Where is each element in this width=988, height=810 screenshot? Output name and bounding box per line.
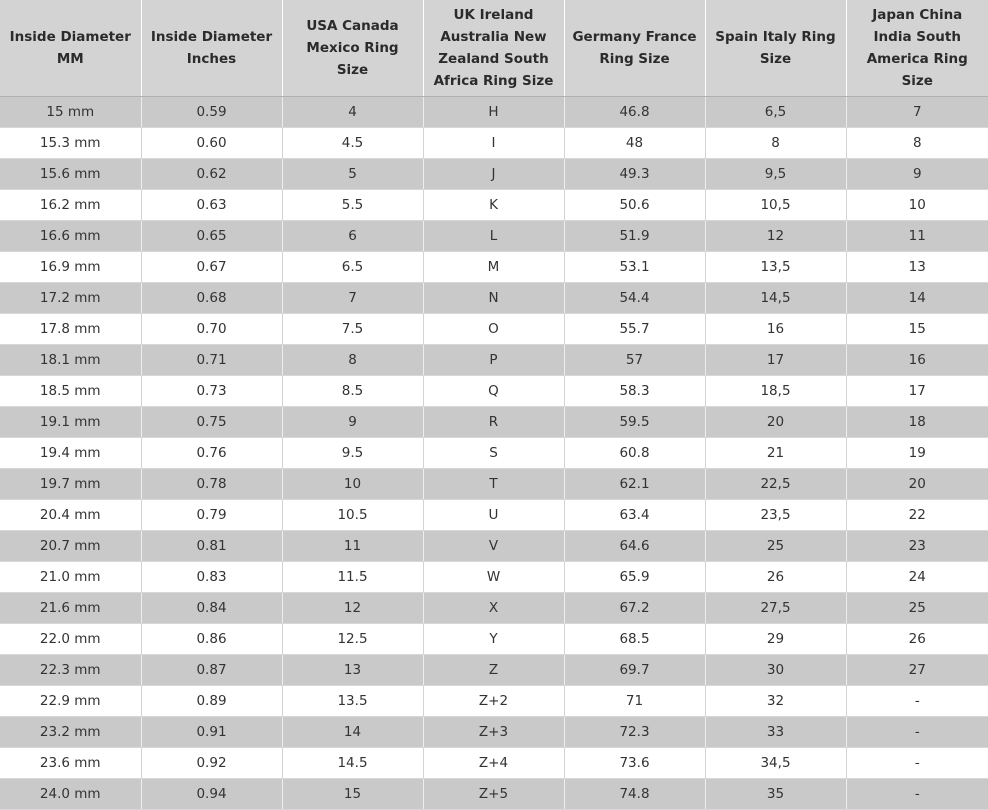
table-row xyxy=(0,96,988,127)
cell-japan: - xyxy=(846,778,988,809)
cell-mm: 15.3 mm xyxy=(0,127,141,158)
cell-spain: 14,5 xyxy=(705,282,846,313)
cell-uk: V xyxy=(423,530,564,561)
cell-uk: J xyxy=(423,158,564,189)
table-row xyxy=(0,530,988,561)
cell-inches: 0.75 xyxy=(141,406,282,437)
cell-japan: 20 xyxy=(846,468,988,499)
cell-uk: Z+4 xyxy=(423,747,564,778)
cell-spain: 32 xyxy=(705,685,846,716)
cell-spain: 20 xyxy=(705,406,846,437)
cell-uk: Z+3 xyxy=(423,716,564,747)
table-row xyxy=(0,282,988,313)
cell-usa: 4.5 xyxy=(282,127,423,158)
table-row xyxy=(0,778,988,809)
cell-usa: 11 xyxy=(282,530,423,561)
cell-mm: 17.8 mm xyxy=(0,313,141,344)
cell-mm: 16.9 mm xyxy=(0,251,141,282)
cell-mm: 18.5 mm xyxy=(0,375,141,406)
cell-usa: 7.5 xyxy=(282,313,423,344)
cell-mm: 20.7 mm xyxy=(0,530,141,561)
cell-spain: 30 xyxy=(705,654,846,685)
cell-japan: 23 xyxy=(846,530,988,561)
cell-mm: 16.2 mm xyxy=(0,189,141,220)
cell-spain: 18,5 xyxy=(705,375,846,406)
cell-usa: 4 xyxy=(282,96,423,127)
table-row xyxy=(0,220,988,251)
table-row xyxy=(0,158,988,189)
cell-inches: 0.71 xyxy=(141,344,282,375)
cell-germany: 55.7 xyxy=(564,313,705,344)
cell-spain: 23,5 xyxy=(705,499,846,530)
cell-mm: 22.3 mm xyxy=(0,654,141,685)
cell-inches: 0.62 xyxy=(141,158,282,189)
cell-germany: 60.8 xyxy=(564,437,705,468)
cell-usa: 12.5 xyxy=(282,623,423,654)
header-japan-china-india: Japan China India South America Ring Size xyxy=(846,0,988,96)
cell-spain: 21 xyxy=(705,437,846,468)
cell-germany: 65.9 xyxy=(564,561,705,592)
cell-germany: 59.5 xyxy=(564,406,705,437)
cell-japan: 19 xyxy=(846,437,988,468)
cell-japan: 11 xyxy=(846,220,988,251)
cell-usa: 14 xyxy=(282,716,423,747)
cell-inches: 0.81 xyxy=(141,530,282,561)
header-usa-canada-mexico: USA Canada Mexico Ring Size xyxy=(282,0,423,96)
cell-japan: 13 xyxy=(846,251,988,282)
table-row xyxy=(0,189,988,220)
cell-uk: I xyxy=(423,127,564,158)
cell-usa: 12 xyxy=(282,592,423,623)
table-row xyxy=(0,654,988,685)
cell-inches: 0.78 xyxy=(141,468,282,499)
cell-spain: 16 xyxy=(705,313,846,344)
cell-mm: 16.6 mm xyxy=(0,220,141,251)
table-row xyxy=(0,592,988,623)
cell-usa: 15 xyxy=(282,778,423,809)
cell-mm: 23.2 mm xyxy=(0,716,141,747)
cell-inches: 0.68 xyxy=(141,282,282,313)
cell-japan: 25 xyxy=(846,592,988,623)
cell-germany: 51.9 xyxy=(564,220,705,251)
table-row xyxy=(0,685,988,716)
cell-spain: 27,5 xyxy=(705,592,846,623)
cell-spain: 35 xyxy=(705,778,846,809)
cell-spain: 34,5 xyxy=(705,747,846,778)
table-row xyxy=(0,344,988,375)
cell-germany: 48 xyxy=(564,127,705,158)
cell-inches: 0.63 xyxy=(141,189,282,220)
cell-inches: 0.86 xyxy=(141,623,282,654)
cell-inches: 0.91 xyxy=(141,716,282,747)
header-uk-ireland-australia: UK Ireland Australia New Zealand South Africa Ring Size xyxy=(423,0,564,96)
cell-japan: 7 xyxy=(846,96,988,127)
cell-mm: 15.6 mm xyxy=(0,158,141,189)
cell-germany: 49.3 xyxy=(564,158,705,189)
cell-uk: T xyxy=(423,468,564,499)
cell-uk: X xyxy=(423,592,564,623)
cell-mm: 22.0 mm xyxy=(0,623,141,654)
table-row xyxy=(0,437,988,468)
header-inside-diameter-inches: Inside Diameter Inches xyxy=(141,0,282,96)
cell-inches: 0.67 xyxy=(141,251,282,282)
cell-spain: 17 xyxy=(705,344,846,375)
cell-japan: - xyxy=(846,716,988,747)
cell-inches: 0.60 xyxy=(141,127,282,158)
cell-germany: 54.4 xyxy=(564,282,705,313)
cell-usa: 10.5 xyxy=(282,499,423,530)
cell-mm: 18.1 mm xyxy=(0,344,141,375)
cell-uk: Q xyxy=(423,375,564,406)
cell-usa: 5.5 xyxy=(282,189,423,220)
cell-inches: 0.84 xyxy=(141,592,282,623)
cell-spain: 33 xyxy=(705,716,846,747)
cell-japan: 9 xyxy=(846,158,988,189)
cell-germany: 57 xyxy=(564,344,705,375)
cell-usa: 9.5 xyxy=(282,437,423,468)
cell-japan: - xyxy=(846,685,988,716)
cell-mm: 19.4 mm xyxy=(0,437,141,468)
table-row xyxy=(0,375,988,406)
cell-germany: 62.1 xyxy=(564,468,705,499)
cell-germany: 72.3 xyxy=(564,716,705,747)
cell-mm: 23.6 mm xyxy=(0,747,141,778)
cell-germany: 73.6 xyxy=(564,747,705,778)
cell-mm: 15 mm xyxy=(0,96,141,127)
cell-spain: 13,5 xyxy=(705,251,846,282)
cell-japan: 22 xyxy=(846,499,988,530)
cell-mm: 21.6 mm xyxy=(0,592,141,623)
cell-uk: P xyxy=(423,344,564,375)
cell-spain: 29 xyxy=(705,623,846,654)
cell-uk: U xyxy=(423,499,564,530)
header-row xyxy=(0,0,988,96)
cell-inches: 0.92 xyxy=(141,747,282,778)
header-inside-diameter-mm: Inside Diameter MM xyxy=(0,0,141,96)
cell-germany: 67.2 xyxy=(564,592,705,623)
cell-mm: 20.4 mm xyxy=(0,499,141,530)
cell-spain: 9,5 xyxy=(705,158,846,189)
table-row xyxy=(0,313,988,344)
table-row xyxy=(0,251,988,282)
cell-germany: 63.4 xyxy=(564,499,705,530)
cell-uk: R xyxy=(423,406,564,437)
cell-usa: 6 xyxy=(282,220,423,251)
table-row xyxy=(0,716,988,747)
cell-uk: Z+5 xyxy=(423,778,564,809)
table-row xyxy=(0,623,988,654)
cell-japan: 27 xyxy=(846,654,988,685)
cell-inches: 0.83 xyxy=(141,561,282,592)
cell-inches: 0.59 xyxy=(141,96,282,127)
header-spain-italy: Spain Italy Ring Size xyxy=(705,0,846,96)
cell-spain: 22,5 xyxy=(705,468,846,499)
cell-mm: 19.7 mm xyxy=(0,468,141,499)
cell-japan: 26 xyxy=(846,623,988,654)
cell-inches: 0.87 xyxy=(141,654,282,685)
cell-uk: Y xyxy=(423,623,564,654)
cell-germany: 68.5 xyxy=(564,623,705,654)
cell-inches: 0.73 xyxy=(141,375,282,406)
cell-inches: 0.70 xyxy=(141,313,282,344)
cell-germany: 53.1 xyxy=(564,251,705,282)
table-header xyxy=(0,0,988,96)
cell-inches: 0.94 xyxy=(141,778,282,809)
cell-usa: 11.5 xyxy=(282,561,423,592)
cell-spain: 12 xyxy=(705,220,846,251)
cell-uk: Z xyxy=(423,654,564,685)
cell-japan: 8 xyxy=(846,127,988,158)
cell-uk: S xyxy=(423,437,564,468)
cell-uk: O xyxy=(423,313,564,344)
table-row xyxy=(0,127,988,158)
cell-japan: 24 xyxy=(846,561,988,592)
cell-usa: 9 xyxy=(282,406,423,437)
cell-inches: 0.79 xyxy=(141,499,282,530)
cell-uk: H xyxy=(423,96,564,127)
table-row xyxy=(0,406,988,437)
cell-japan: 18 xyxy=(846,406,988,437)
cell-germany: 71 xyxy=(564,685,705,716)
cell-usa: 7 xyxy=(282,282,423,313)
cell-japan: 10 xyxy=(846,189,988,220)
cell-spain: 6,5 xyxy=(705,96,846,127)
cell-germany: 64.6 xyxy=(564,530,705,561)
table-row xyxy=(0,468,988,499)
cell-japan: 16 xyxy=(846,344,988,375)
cell-uk: M xyxy=(423,251,564,282)
cell-mm: 21.0 mm xyxy=(0,561,141,592)
cell-usa: 10 xyxy=(282,468,423,499)
cell-usa: 13.5 xyxy=(282,685,423,716)
table-row xyxy=(0,561,988,592)
cell-japan: 14 xyxy=(846,282,988,313)
cell-germany: 46.8 xyxy=(564,96,705,127)
cell-usa: 13 xyxy=(282,654,423,685)
cell-spain: 8 xyxy=(705,127,846,158)
table-body xyxy=(0,96,988,809)
cell-uk: L xyxy=(423,220,564,251)
cell-spain: 10,5 xyxy=(705,189,846,220)
cell-usa: 5 xyxy=(282,158,423,189)
cell-uk: Z+2 xyxy=(423,685,564,716)
cell-mm: 22.9 mm xyxy=(0,685,141,716)
header-germany-france: Germany France Ring Size xyxy=(564,0,705,96)
cell-japan: - xyxy=(846,747,988,778)
cell-inches: 0.65 xyxy=(141,220,282,251)
cell-germany: 74.8 xyxy=(564,778,705,809)
cell-usa: 6.5 xyxy=(282,251,423,282)
table-row xyxy=(0,747,988,778)
cell-inches: 0.76 xyxy=(141,437,282,468)
cell-germany: 58.3 xyxy=(564,375,705,406)
cell-mm: 17.2 mm xyxy=(0,282,141,313)
cell-usa: 8.5 xyxy=(282,375,423,406)
cell-mm: 19.1 mm xyxy=(0,406,141,437)
cell-inches: 0.89 xyxy=(141,685,282,716)
cell-japan: 17 xyxy=(846,375,988,406)
cell-uk: K xyxy=(423,189,564,220)
cell-usa: 14.5 xyxy=(282,747,423,778)
cell-germany: 50.6 xyxy=(564,189,705,220)
cell-uk: N xyxy=(423,282,564,313)
cell-usa: 8 xyxy=(282,344,423,375)
cell-germany: 69.7 xyxy=(564,654,705,685)
cell-mm: 24.0 mm xyxy=(0,778,141,809)
cell-uk: W xyxy=(423,561,564,592)
cell-japan: 15 xyxy=(846,313,988,344)
table-row xyxy=(0,499,988,530)
cell-spain: 25 xyxy=(705,530,846,561)
cell-spain: 26 xyxy=(705,561,846,592)
